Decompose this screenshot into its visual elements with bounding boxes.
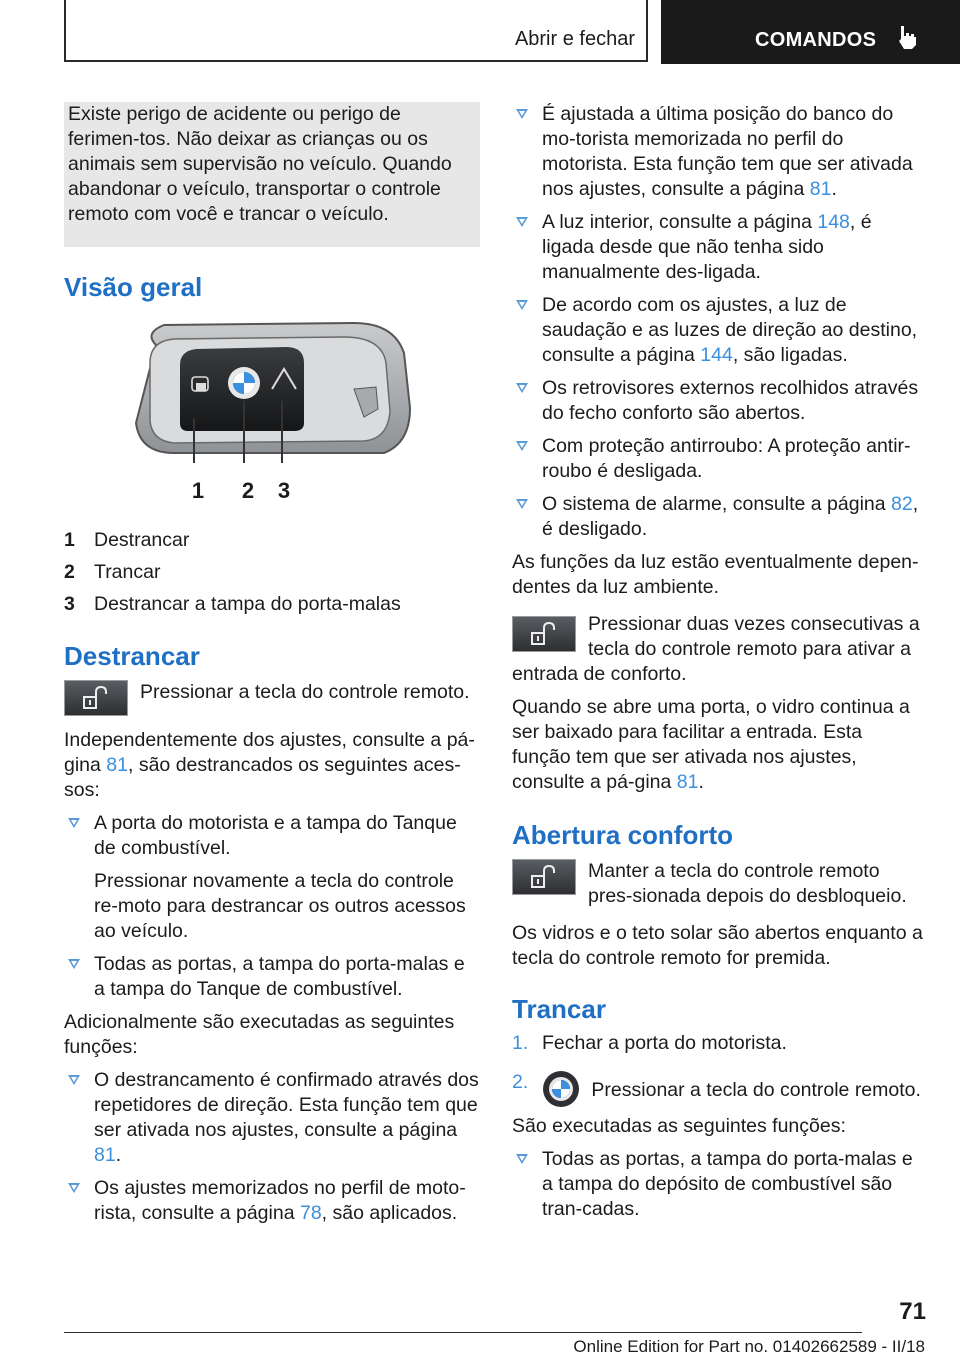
text-span: , são destrancados os seguintes aces-sos: <box>64 754 461 801</box>
step-number: 2. <box>512 1071 529 1093</box>
text-span: , é ligada desde que não tenha sido manualmente des-ligada. <box>542 211 872 283</box>
bullet-text <box>542 102 926 202</box>
key-fob-illustration <box>64 313 480 558</box>
overview-heading: Visão geral <box>64 272 203 302</box>
legend-item <box>64 560 480 592</box>
bullet-item <box>512 210 926 285</box>
bullet-triangle-icon <box>68 818 80 828</box>
bullet-text <box>94 1176 480 1226</box>
page-link[interactable]: 148 <box>817 211 850 233</box>
figure-number-1: 1 <box>191 478 205 503</box>
page-link[interactable]: 81 <box>106 754 128 776</box>
bullet-item <box>512 434 926 484</box>
bullet-text: A porta do motorista e a tampa do Tanque de combustível. <box>94 812 457 859</box>
unlock-heading: Destrancar <box>64 641 200 671</box>
unlock-button-icon <box>512 859 576 895</box>
bullet-item <box>64 1176 480 1226</box>
step-item <box>512 1031 926 1056</box>
bullet-triangle-icon <box>68 1183 80 1193</box>
door-text <box>512 695 926 795</box>
page-link[interactable]: 81 <box>94 1144 116 1166</box>
step-item <box>512 1070 926 1108</box>
key-fob-figure <box>64 313 480 558</box>
text-span: , é desligado. <box>542 493 919 540</box>
hand-pointer-icon <box>897 24 919 50</box>
text-span: De acordo com os ajustes, a luz de saudação e as luzes de direção ao destino, consulte a página <box>542 294 918 366</box>
legend-number: 2 <box>64 561 75 583</box>
text-span: , são ligadas. <box>732 344 848 366</box>
comfort-description: Os vidros e o teto solar são abertos enquanto a tecla do controle remoto for premida. <box>512 922 923 969</box>
bullet-item <box>512 1147 926 1222</box>
text-span: , são aplicados. <box>321 1202 458 1224</box>
comfort-instruction-row <box>512 859 926 909</box>
bullet-item <box>512 376 926 426</box>
bullet-text <box>542 492 926 542</box>
text-span: Independentemente dos ajustes, consulte a pá-gina <box>64 729 475 776</box>
header-section-title: Abrir e fechar <box>514 28 635 50</box>
lights-note: As funções da luz estão eventualmente depen-dentes da luz ambiente. <box>512 551 919 598</box>
text-span: Pressionar a tecla do controle remoto. <box>591 1079 921 1101</box>
bullet-text: Os retrovisores externos recolhidos através do fecho conforto são abertos. <box>542 377 919 424</box>
bullet-item <box>64 811 480 944</box>
figure-number-3: 3 <box>277 478 291 503</box>
bullet-triangle-icon <box>516 300 528 310</box>
header-chapter-title: COMANDOS <box>755 29 877 51</box>
bullet-text: Todas as portas, a tampa do porta-malas e a tampa do depósito de combustível são tran-cadas. <box>542 1148 913 1220</box>
legend-item <box>64 528 480 560</box>
warning-text: Existe perigo de acidente ou perigo de ferimen-tos. Não deixar as crianças ou os animais sem supervisão no veículo. Quando abandonar o veículo, transportar o controle remoto com você e trancar o veículo. <box>68 103 452 225</box>
step-text: Fechar a porta do motorista. <box>542 1032 787 1054</box>
legend-number: 1 <box>64 529 75 551</box>
legend-text: Trancar <box>94 561 161 583</box>
bullet-triangle-icon <box>516 441 528 451</box>
page-link[interactable]: 82 <box>891 493 913 515</box>
figure-number-2: 2 <box>241 478 255 503</box>
page-number: 71 <box>899 1298 926 1325</box>
page-link[interactable]: 144 <box>700 344 733 366</box>
step-number: 1. <box>512 1032 529 1054</box>
unlock-button-icon <box>64 680 128 716</box>
bullet-subtext: Pressionar novamente a tecla do controle re-moto para destrancar os outros acessos ao veículo. <box>94 870 466 942</box>
unlock-button-icon <box>512 616 576 652</box>
bullet-text: Todas as portas, a tampa do porta-malas e a tampa do Tanque de combustível. <box>94 953 465 1000</box>
text-span: O destrancamento é confirmado através dos repetidores de direção. Esta função tem que ser ativada nos ajustes, consulte a página <box>94 1069 479 1141</box>
comfort-entry-block <box>512 612 926 687</box>
bullet-item <box>64 952 480 1002</box>
bullet-text <box>94 1068 480 1168</box>
legend-item <box>64 592 480 624</box>
legend-list <box>64 528 480 624</box>
warning-box <box>64 102 480 247</box>
lock-heading: Trancar <box>512 994 606 1024</box>
double-press-text: Pressionar duas vezes consecutivas a tecla do controle remoto para ativar a entrada de conforto. <box>512 613 920 685</box>
header-chapter-tab <box>661 0 960 64</box>
comfort-heading: Abertura conforto <box>512 820 733 850</box>
text-span: A luz interior, consulte a página <box>542 211 818 233</box>
executed-functions-text: São executadas as seguintes funções: <box>512 1115 846 1137</box>
footer-divider <box>64 1332 862 1333</box>
bullet-item <box>512 102 926 202</box>
additional-functions-text: Adicionalmente são executadas as seguintes funções: <box>64 1011 455 1058</box>
bullet-triangle-icon <box>516 383 528 393</box>
unlock-instruction-row <box>64 680 480 716</box>
bullet-item <box>64 1068 480 1168</box>
page-header <box>0 0 960 64</box>
right-column <box>512 102 926 1222</box>
text-span: É ajustada a última posição do banco do mo-torista memorizada no perfil do motorista. Esta função tem que ser ativada nos ajustes, consulte a página <box>542 103 913 200</box>
bullet-text <box>542 210 926 285</box>
bullet-triangle-icon <box>516 1154 528 1164</box>
text-span: . <box>115 1144 122 1166</box>
text-span: O sistema de alarme, consulte a página <box>542 493 892 515</box>
bullet-text: Com proteção antirroubo: A proteção antir-roubo é desligada. <box>542 435 911 482</box>
unlock-intro <box>64 728 480 803</box>
text-span: Os ajustes memorizados no perfil de moto-rista, consulte a página <box>94 1177 466 1224</box>
legend-text: Destrancar <box>94 529 190 551</box>
bmw-button-icon <box>542 1070 580 1108</box>
comfort-instruction: Manter a tecla do controle remoto pres-sionada depois do desbloqueio. <box>588 860 907 907</box>
legend-number: 3 <box>64 593 75 615</box>
text-span: . <box>831 178 837 200</box>
page-link[interactable]: 78 <box>299 1202 322 1224</box>
page-link[interactable]: 81 <box>676 771 699 793</box>
text-span: Quando se abre uma porta, o vidro continua a ser baixado para facilitar a entrada. Esta função tem que ser ativada nos ajustes, consulte a pá-gina <box>512 696 910 793</box>
footer-edition: Online Edition for Part no. 01402662589 - II/18 <box>573 1337 925 1356</box>
bullet-triangle-icon <box>516 109 528 119</box>
unlock-instruction: Pressionar a tecla do controle remoto. <box>140 681 470 703</box>
legend-text: Destrancar a tampa do porta-malas <box>94 593 401 615</box>
bullet-item <box>512 492 926 542</box>
text-span: . <box>698 771 704 793</box>
left-column <box>64 102 480 1226</box>
bullet-triangle-icon <box>68 1075 80 1085</box>
step-text <box>542 1070 926 1108</box>
bullet-item <box>512 293 926 368</box>
bullet-triangle-icon <box>516 217 528 227</box>
page-link[interactable]: 81 <box>809 178 832 200</box>
bullet-text <box>542 293 926 368</box>
bullet-triangle-icon <box>516 499 528 509</box>
bullet-triangle-icon <box>68 959 80 969</box>
